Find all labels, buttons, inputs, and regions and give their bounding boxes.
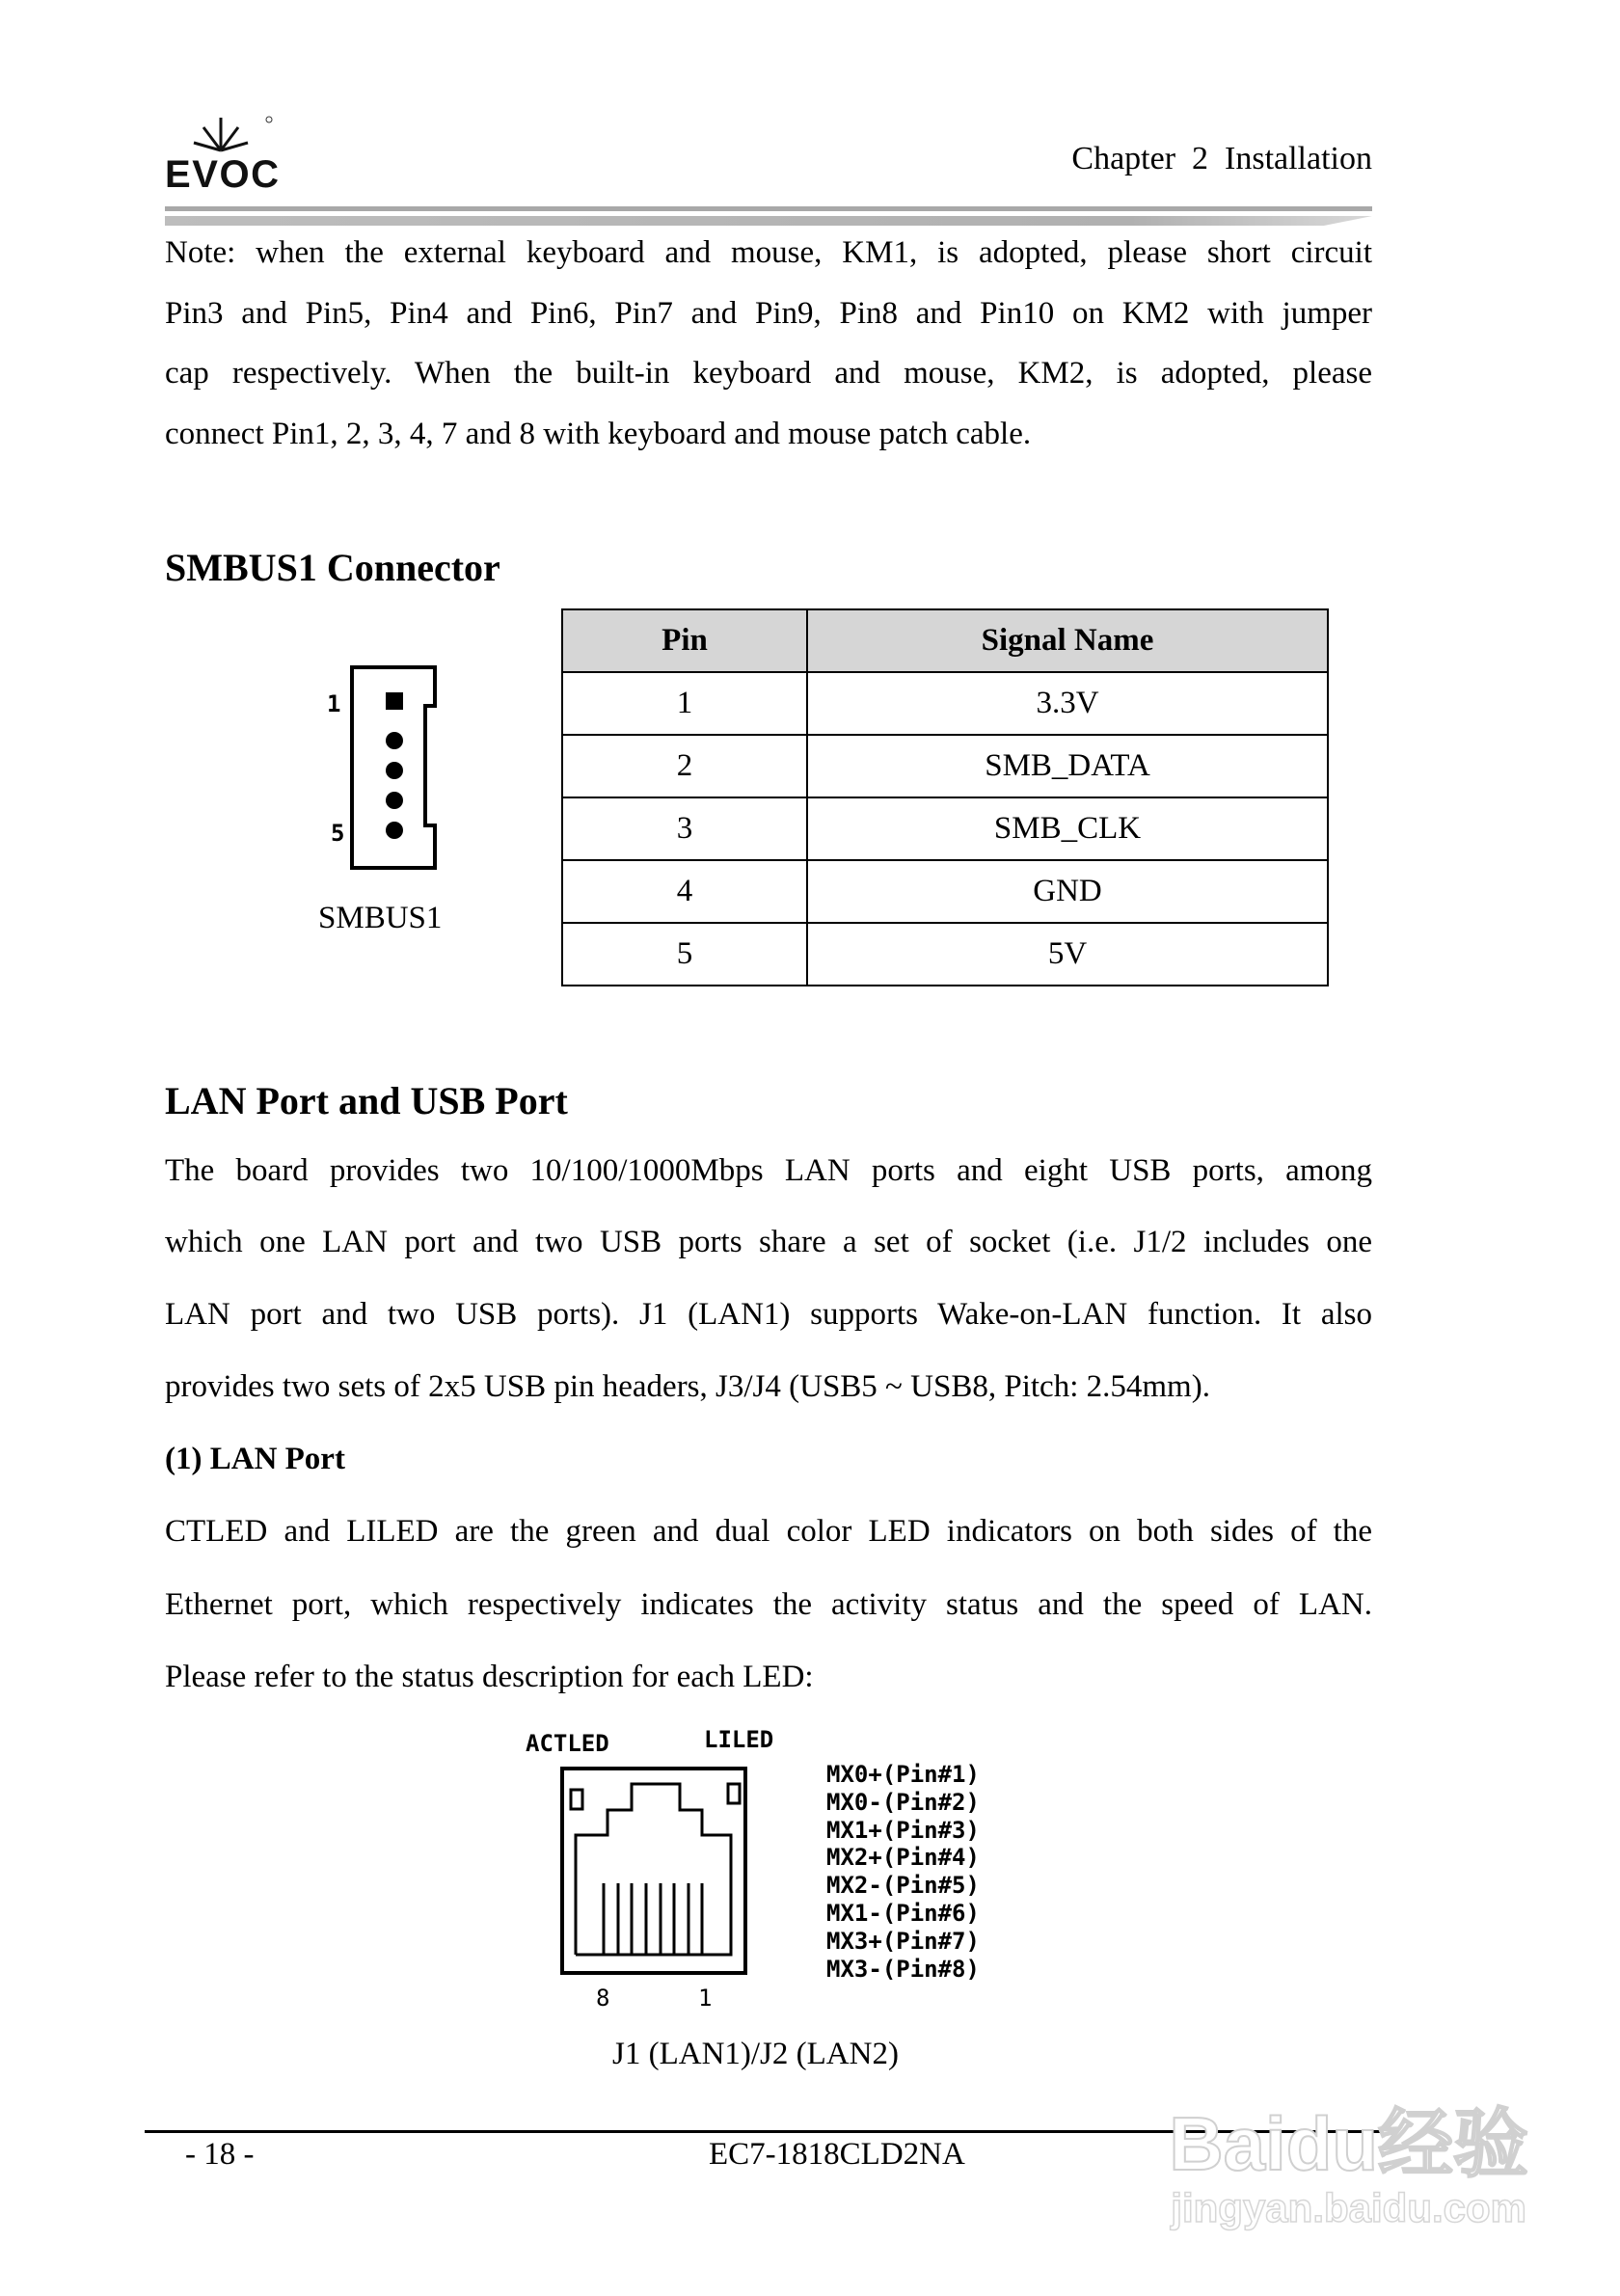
- lan-intro-line: provides two sets of 2x5 USB pin headers, J3/J4 (USB5 ~ USB8, Pitch: 2.54mm).: [165, 1369, 1210, 1404]
- lan-heading: LAN Port and USB Port: [165, 1079, 568, 1122]
- signal-item: MX2+(Pin#4): [826, 1844, 980, 1872]
- signal-item: MX1+(Pin#3): [826, 1816, 980, 1844]
- actled-label: ACTLED: [526, 1730, 609, 1757]
- baidu-watermark: [1169, 2102, 1528, 2231]
- led-line: Ethernet port, which respectively indicates the activity status and the speed of LAN.: [165, 1587, 1372, 1622]
- pin-cell: 5: [562, 923, 807, 986]
- watermark-line1: Baidu经验: [1169, 2101, 1528, 2186]
- pin-cell: 3: [562, 797, 807, 860]
- watermark-line2: jingyan.baidu.com: [1171, 2185, 1527, 2230]
- lan-intro-line: The board provides two 10/100/1000Mbps LAN ports and eight USB ports, among: [165, 1153, 1372, 1188]
- led-line: Please refer to the status description for each LED:: [165, 1660, 814, 1694]
- smbus-heading: SMBUS1 Connector: [165, 546, 500, 589]
- lan-diagram-caption: J1 (LAN1)/J2 (LAN2): [612, 2037, 899, 2071]
- pin-first-label: 1: [327, 690, 341, 717]
- table-header-row: [562, 609, 1328, 672]
- signal-cell: SMB_DATA: [807, 735, 1328, 797]
- note-line: Note: when the external keyboard and mouse, KM1, is adopted, please short circuit: [165, 235, 1372, 270]
- note-line: cap respectively. When the built-in keyboard and mouse, KM2, is adopted, please: [165, 356, 1372, 391]
- signal-cell: SMB_CLK: [807, 797, 1328, 860]
- signal-item: MX2-(Pin#5): [826, 1872, 980, 1900]
- lan-intro-line: LAN port and two USB ports). J1 (LAN1) supports Wake-on-LAN function. It also: [165, 1297, 1372, 1332]
- pin-cell: 1: [562, 672, 807, 735]
- smbus-pin-table: [561, 608, 1329, 986]
- column-header: Pin: [562, 609, 807, 672]
- signal-cell: GND: [807, 860, 1328, 923]
- svg-text:EVOC: EVOC: [165, 153, 279, 191]
- table-row: [562, 735, 1328, 797]
- lan-intro-line: which one LAN port and two USB ports share a set of socket (i.e. J1/2 includes one: [165, 1225, 1372, 1259]
- table-row: [562, 797, 1328, 860]
- signal-item: MX0-(Pin#2): [826, 1788, 980, 1816]
- model-number: EC7-1818CLD2NA: [709, 2137, 965, 2172]
- table-row: [562, 860, 1328, 923]
- header-rule-shadow: [165, 216, 1372, 226]
- note-line: connect Pin1, 2, 3, 4, 7 and 8 with keyboard and mouse patch cable.: [165, 417, 1032, 451]
- signal-cell: 5V: [807, 923, 1328, 986]
- evoc-logo: [165, 114, 281, 191]
- column-header: Signal Name: [807, 609, 1328, 672]
- chapter-title: Chapter 2 Installation: [1071, 141, 1372, 176]
- lan-port-subheading: (1) LAN Port: [165, 1442, 345, 1476]
- signal-item: MX0+(Pin#1): [826, 1761, 980, 1788]
- page-number: - 18 -: [185, 2137, 255, 2172]
- signal-list: [826, 1761, 980, 1983]
- pin-8-label: 8: [596, 1985, 610, 2012]
- signal-item: MX3-(Pin#8): [826, 1955, 980, 1983]
- pin-1-label: 1: [698, 1985, 713, 2012]
- table-row: [562, 672, 1328, 735]
- liled-label: LILED: [704, 1726, 774, 1753]
- pin-last-label: 5: [331, 820, 345, 847]
- pin-cell: 2: [562, 735, 807, 797]
- signal-cell: 3.3V: [807, 672, 1328, 735]
- table-row: [562, 923, 1328, 986]
- signal-item: MX3+(Pin#7): [826, 1927, 980, 1955]
- led-line: CTLED and LILED are the green and dual color LED indicators on both sides of the: [165, 1514, 1372, 1549]
- header-rule: [165, 206, 1372, 211]
- note-line: Pin3 and Pin5, Pin4 and Pin6, Pin7 and Pin9, Pin8 and Pin10 on KM2 with jumper: [165, 296, 1372, 331]
- smbus-connector-drawing: [323, 663, 448, 876]
- signal-item: MX1-(Pin#6): [826, 1899, 980, 1927]
- smbus-connector-label: SMBUS1: [318, 901, 443, 935]
- rj45-port-drawing: [557, 1764, 750, 1978]
- pin-cell: 4: [562, 860, 807, 923]
